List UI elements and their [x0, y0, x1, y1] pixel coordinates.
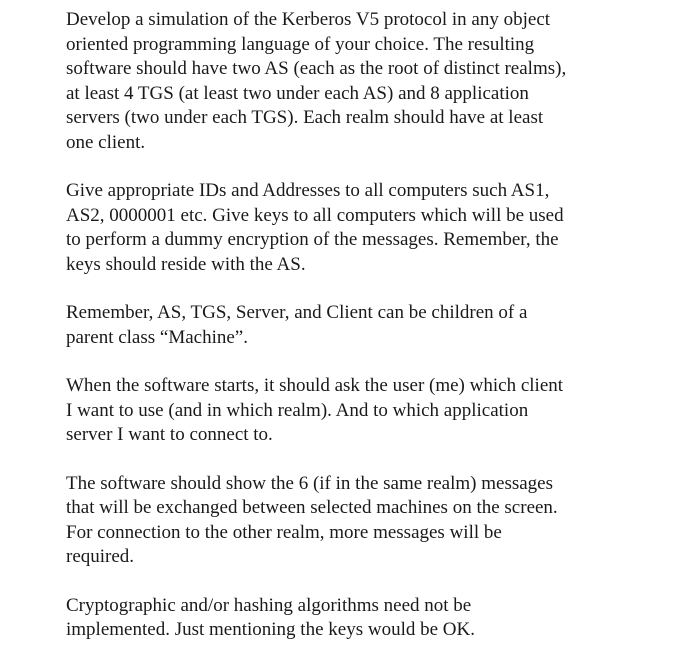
text-line: that will be exchanged between selected machines on the screen. [66, 497, 558, 518]
paragraph-machine-class [66, 301, 666, 350]
text-line: implemented. Just mentioning the keys would be OK. [66, 619, 475, 640]
text-line: When the software starts, it should ask the user (me) which client [66, 375, 564, 396]
paragraph-crypto [66, 594, 666, 643]
text-line: Give appropriate IDs and Addresses to all computers such AS1, [66, 180, 550, 201]
text-line: Remember, AS, TGS, Server, and Client can be children of a [66, 302, 528, 323]
text-line: keys should reside with the AS. [66, 253, 306, 275]
text-line: software should have two AS (each as the root of distinct realms), [66, 58, 567, 79]
paragraph-ids-keys [66, 179, 666, 277]
text-line: parent class “Machine”. [66, 326, 248, 348]
text-line: AS2, 0000001 etc. Give keys to all computers which will be used [66, 204, 564, 226]
text-line: at least 4 TGS (at least two under each AS) and 8 application [66, 82, 529, 104]
text-line: The software should show the 6 (if in the same realm) messages [66, 472, 554, 494]
text-line: I want to use (and in which realm). And to which application [66, 399, 529, 421]
paragraph-overview [66, 8, 666, 155]
text-line: Develop a simulation of the Kerberos V5 protocol in any object [66, 9, 551, 30]
paragraph-messages [66, 472, 666, 570]
assignment-text [66, 8, 666, 667]
text-line: server I want to connect to. [66, 424, 273, 445]
text-line: servers (two under each TGS). Each realm should have at least [66, 107, 544, 128]
paragraph-startup [66, 374, 666, 448]
text-line: For connection to the other realm, more messages will be [66, 521, 502, 543]
text-line: Cryptographic and/or hashing algorithms need not be [66, 594, 472, 616]
text-line: to perform a dummy encryption of the messages. Remember, the [66, 229, 559, 250]
text-line: oriented programming language of your choice. The resulting [66, 33, 535, 55]
text-line: one client. [66, 131, 146, 153]
text-line: required. [66, 546, 135, 567]
